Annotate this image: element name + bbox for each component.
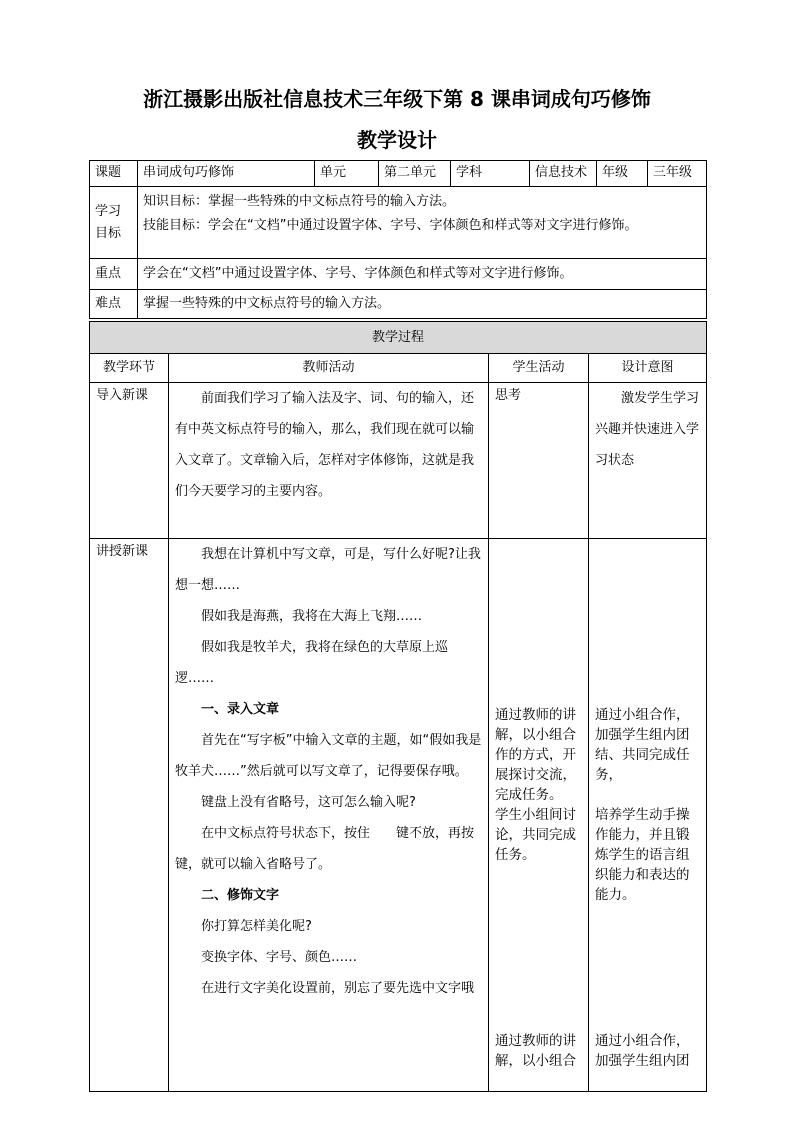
subject-label: 学科 bbox=[451, 161, 530, 187]
table-row bbox=[90, 383, 707, 539]
grade-value: 三年级 bbox=[648, 161, 707, 187]
student-activity-1: 通过教师的讲解，以小组合作的方式，开展探讨交流，完成任务。 bbox=[495, 707, 576, 803]
col-header-intent: 设计意图 bbox=[589, 354, 707, 383]
intro-paragraph: 前面我们学习了输入法及字、词、句的输入，还有中英文标点符号的输入，那么，我们现在就可以输入文章了。文章输入后，怎样对字体修饰，这就是我们今天要学习的主要内容。 bbox=[175, 391, 475, 499]
teacher-lecture bbox=[169, 539, 501, 1092]
goals-content bbox=[138, 187, 707, 259]
difficulty-value: 掌握一些特殊的中文标点符号的输入方法。 bbox=[138, 290, 707, 319]
lecture-p2: 假如我是海燕，我将在大海上飞翔…… bbox=[201, 609, 423, 624]
lecture-p8: 变换字体、字号、颜色…… bbox=[201, 950, 358, 965]
intent-1: 通过小组合作，加强学生组内团结、共同完成任务， bbox=[595, 707, 690, 783]
lecture-p1: 我想在计算机中写文章，可是，写什么好呢?让我想一想…… bbox=[175, 547, 481, 593]
intent-2: 培养学生动手操作能力，并且锻炼学生的语言组织能力和表达的能力。 bbox=[595, 807, 690, 903]
col-header-student: 学生活动 bbox=[489, 354, 589, 383]
student-intro: 思考 bbox=[489, 383, 589, 539]
process-section-title: 教学过程 bbox=[90, 322, 707, 354]
unit-label: 单元 bbox=[315, 161, 379, 187]
document-title: 浙江摄影出版社信息技术三年级下第 8 课串词成句巧修饰 bbox=[143, 87, 651, 111]
teacher-intro bbox=[169, 383, 489, 539]
lecture-p3: 假如我是牧羊犬，我将在绿色的大草原上巡逻…… bbox=[175, 640, 449, 686]
intent-intro-text: 激发学生学习兴趣并快速进入学习状态 bbox=[595, 391, 700, 468]
goals-label bbox=[90, 187, 138, 259]
student-activity-2: 学生小组间讨论，共同完成任务。 bbox=[495, 807, 576, 863]
stage-intro: 导入新课 bbox=[90, 383, 169, 539]
stage-lecture: 讲授新课 bbox=[90, 539, 169, 1092]
col-header-stage: 教学环节 bbox=[90, 354, 169, 383]
lecture-p4: 首先在“写字板”中输入文章的主题，如“假如我是牧羊犬……”然后就可以写文章了，记得要保存哦。 bbox=[175, 733, 482, 779]
lecture-p6: 在中文标点符号状态下，按住 键不放，再按 键，就可以输入省略号了。 bbox=[175, 826, 501, 872]
subject-value: 信息技术 bbox=[530, 161, 597, 187]
lecture-heading-2: 二、修饰文字 bbox=[201, 888, 280, 903]
skill-goal: 技能目标：学会在“文档”中通过设置字体、字号、字体颜色和样式等对文字进行修饰。 bbox=[143, 218, 638, 233]
lesson-info-table bbox=[89, 160, 707, 319]
topic-label: 课题 bbox=[90, 161, 138, 187]
goals-label-line1: 学习 bbox=[95, 203, 122, 219]
knowledge-goal: 知识目标：掌握一些特殊的中文标点符号的输入方法。 bbox=[143, 194, 456, 209]
key-label: 重点 bbox=[90, 259, 138, 290]
intent-lecture bbox=[589, 539, 707, 1092]
lecture-p7: 你打算怎样美化呢? bbox=[201, 919, 312, 934]
student-activity-3: 通过教师的讲解，以小组合 bbox=[495, 1033, 576, 1069]
intent-3: 通过小组合作，加强学生组内团 bbox=[595, 1033, 690, 1069]
goals-label-line2: 目标 bbox=[95, 225, 122, 241]
topic-value: 串词成句巧修饰 bbox=[138, 161, 315, 187]
unit-value: 第二单元 bbox=[379, 161, 451, 187]
lecture-heading-1: 一、录入文章 bbox=[201, 702, 280, 717]
student-lecture bbox=[489, 539, 589, 1092]
difficulty-label: 难点 bbox=[90, 290, 138, 319]
intent-intro bbox=[589, 383, 707, 539]
key-value: 学会在“文档”中通过设置字体、字号、字体颜色和样式等对文字进行修饰。 bbox=[138, 259, 707, 290]
grade-label: 年级 bbox=[597, 161, 648, 187]
document-subtitle: 教学设计 bbox=[357, 128, 437, 152]
lecture-p9: 在进行文字美化设置前，别忘了要先选中文字哦 bbox=[201, 981, 475, 996]
col-header-teacher: 教师活动 bbox=[169, 354, 489, 383]
lecture-p5: 键盘上没有省略号，这可怎么输入呢? bbox=[201, 795, 416, 810]
teaching-process-table bbox=[89, 321, 707, 1092]
table-row bbox=[90, 539, 707, 1092]
